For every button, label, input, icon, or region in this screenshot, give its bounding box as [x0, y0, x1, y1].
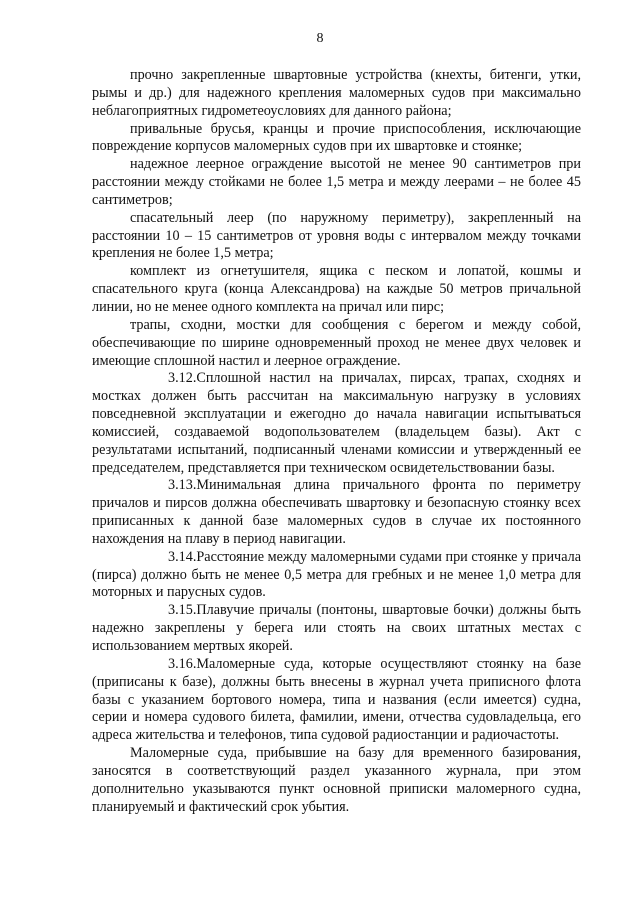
paragraph-text: надежное леерное ограждение высотой не менее 90 сантиметров при расстоянии между стойками не более 1,5 метра и между леерами – не более 45 сантиметров; — [92, 156, 581, 208]
clause-number: 3.13. — [168, 477, 197, 494]
paragraph-lifeline — [92, 210, 581, 264]
paragraph-text: спасательный леер (по наружному периметру), закрепленный на расстоянии 10 – 15 сантиметров от уровня воды с интервалом между точками крепления не более 1,5 метра; — [92, 209, 581, 262]
paragraph-text: комплект из огнетушителя, ящика с песком и лопатой, кошмы и спасательного круга (конца Александрова) на каждые 50 метров причальной линии, но не менее одного комплекта на причал или пирс; — [92, 263, 581, 315]
paragraph-temporary-basing — [92, 745, 581, 816]
clause-3-15 — [92, 602, 581, 656]
clause-number: 3.14. — [168, 548, 197, 565]
paragraph-fenders — [92, 121, 581, 157]
paragraph-text: привальные брусья, кранцы и прочие приспособления, исключающие повреждение корпусов маломерных судов при их швартовке и стоянке; — [92, 120, 581, 155]
clause-number: 3.15. — [168, 602, 197, 619]
clause-3-14 — [92, 549, 581, 603]
clause-text: Сплошной настил на причалах, пирсах, трапах, сходнях и мостках должен быть рассчитан на максимальную нагрузку в условиях повседневной эксплуатации и ежегодно до начала навигации испытываться комиссией, создаваемой водопользователем (владельцем базы). Акт с результатами испытаний, подписанный членами комиссии и утвержденный ее председателем, представляется при техническом освидетельствовании базы. — [92, 370, 581, 476]
clause-3-12 — [92, 370, 581, 477]
clause-text: Расстояние между маломерными судами при стоянке у причала (пирса) должно быть не менее 0,5 метра для гребных и не менее 1,0 метра для моторных и парусных судов. — [92, 548, 581, 601]
clause-text: Маломерные суда, которые осуществляют стоянку на базе (приписаны к базе), должны быть внесены в журнал учета приписного флота базы с указанием бортового номера, типа и названия (если имеется) судна, серии и номера судового билета, фамилии, имени, отчества судовладельца, его адреса жительства и телефонов, типа судовой радиостанции и радиочастоты. — [92, 655, 581, 744]
paragraph-mooring-devices — [92, 67, 581, 121]
clause-text: Минимальная длина причального фронта по периметру причалов и пирсов должна обеспечивать швартовку и безопасную стоянку всех приписанных к данной базе маломерных судов в случае их постоянного нахождения на плаву в период навигации. — [92, 477, 581, 547]
paragraph-fire-kit — [92, 263, 581, 317]
paragraph-gangways — [92, 317, 581, 371]
clause-3-13 — [92, 477, 581, 548]
document-body — [92, 67, 581, 816]
clause-text: Плавучие причалы (понтоны, швартовые бочки) должны быть надежно закреплены у берега или стоять на своих штатных местах с использованием мертвых якорей. — [92, 602, 581, 654]
clause-3-16 — [92, 656, 581, 745]
paragraph-text: Маломерные суда, прибывшие на базу для временного базирования, заносятся в соответствующий раздел указанного журнала, при этом дополнительно указываются пункт основной приписки маломерного судна, планируемый и фактический срок убытия. — [92, 745, 581, 815]
clause-number: 3.16. — [168, 655, 197, 672]
paragraph-text: прочно закрепленные швартовные устройства (кнехты, битенги, утки, рымы и др.) для надежного крепления маломерных судов при максимально неблагоприятных гидрометеоусловиях для данного района; — [92, 67, 581, 119]
paragraph-railing — [92, 156, 581, 210]
clause-number: 3.12. — [168, 370, 197, 387]
paragraph-text: трапы, сходни, мостки для сообщения с берегом и между собой, обеспечивающие по ширине одновременный проход не менее двух человек и имеющие сплошной настил и леерное ограждение. — [92, 316, 581, 369]
page-number: 8 — [316, 31, 324, 46]
